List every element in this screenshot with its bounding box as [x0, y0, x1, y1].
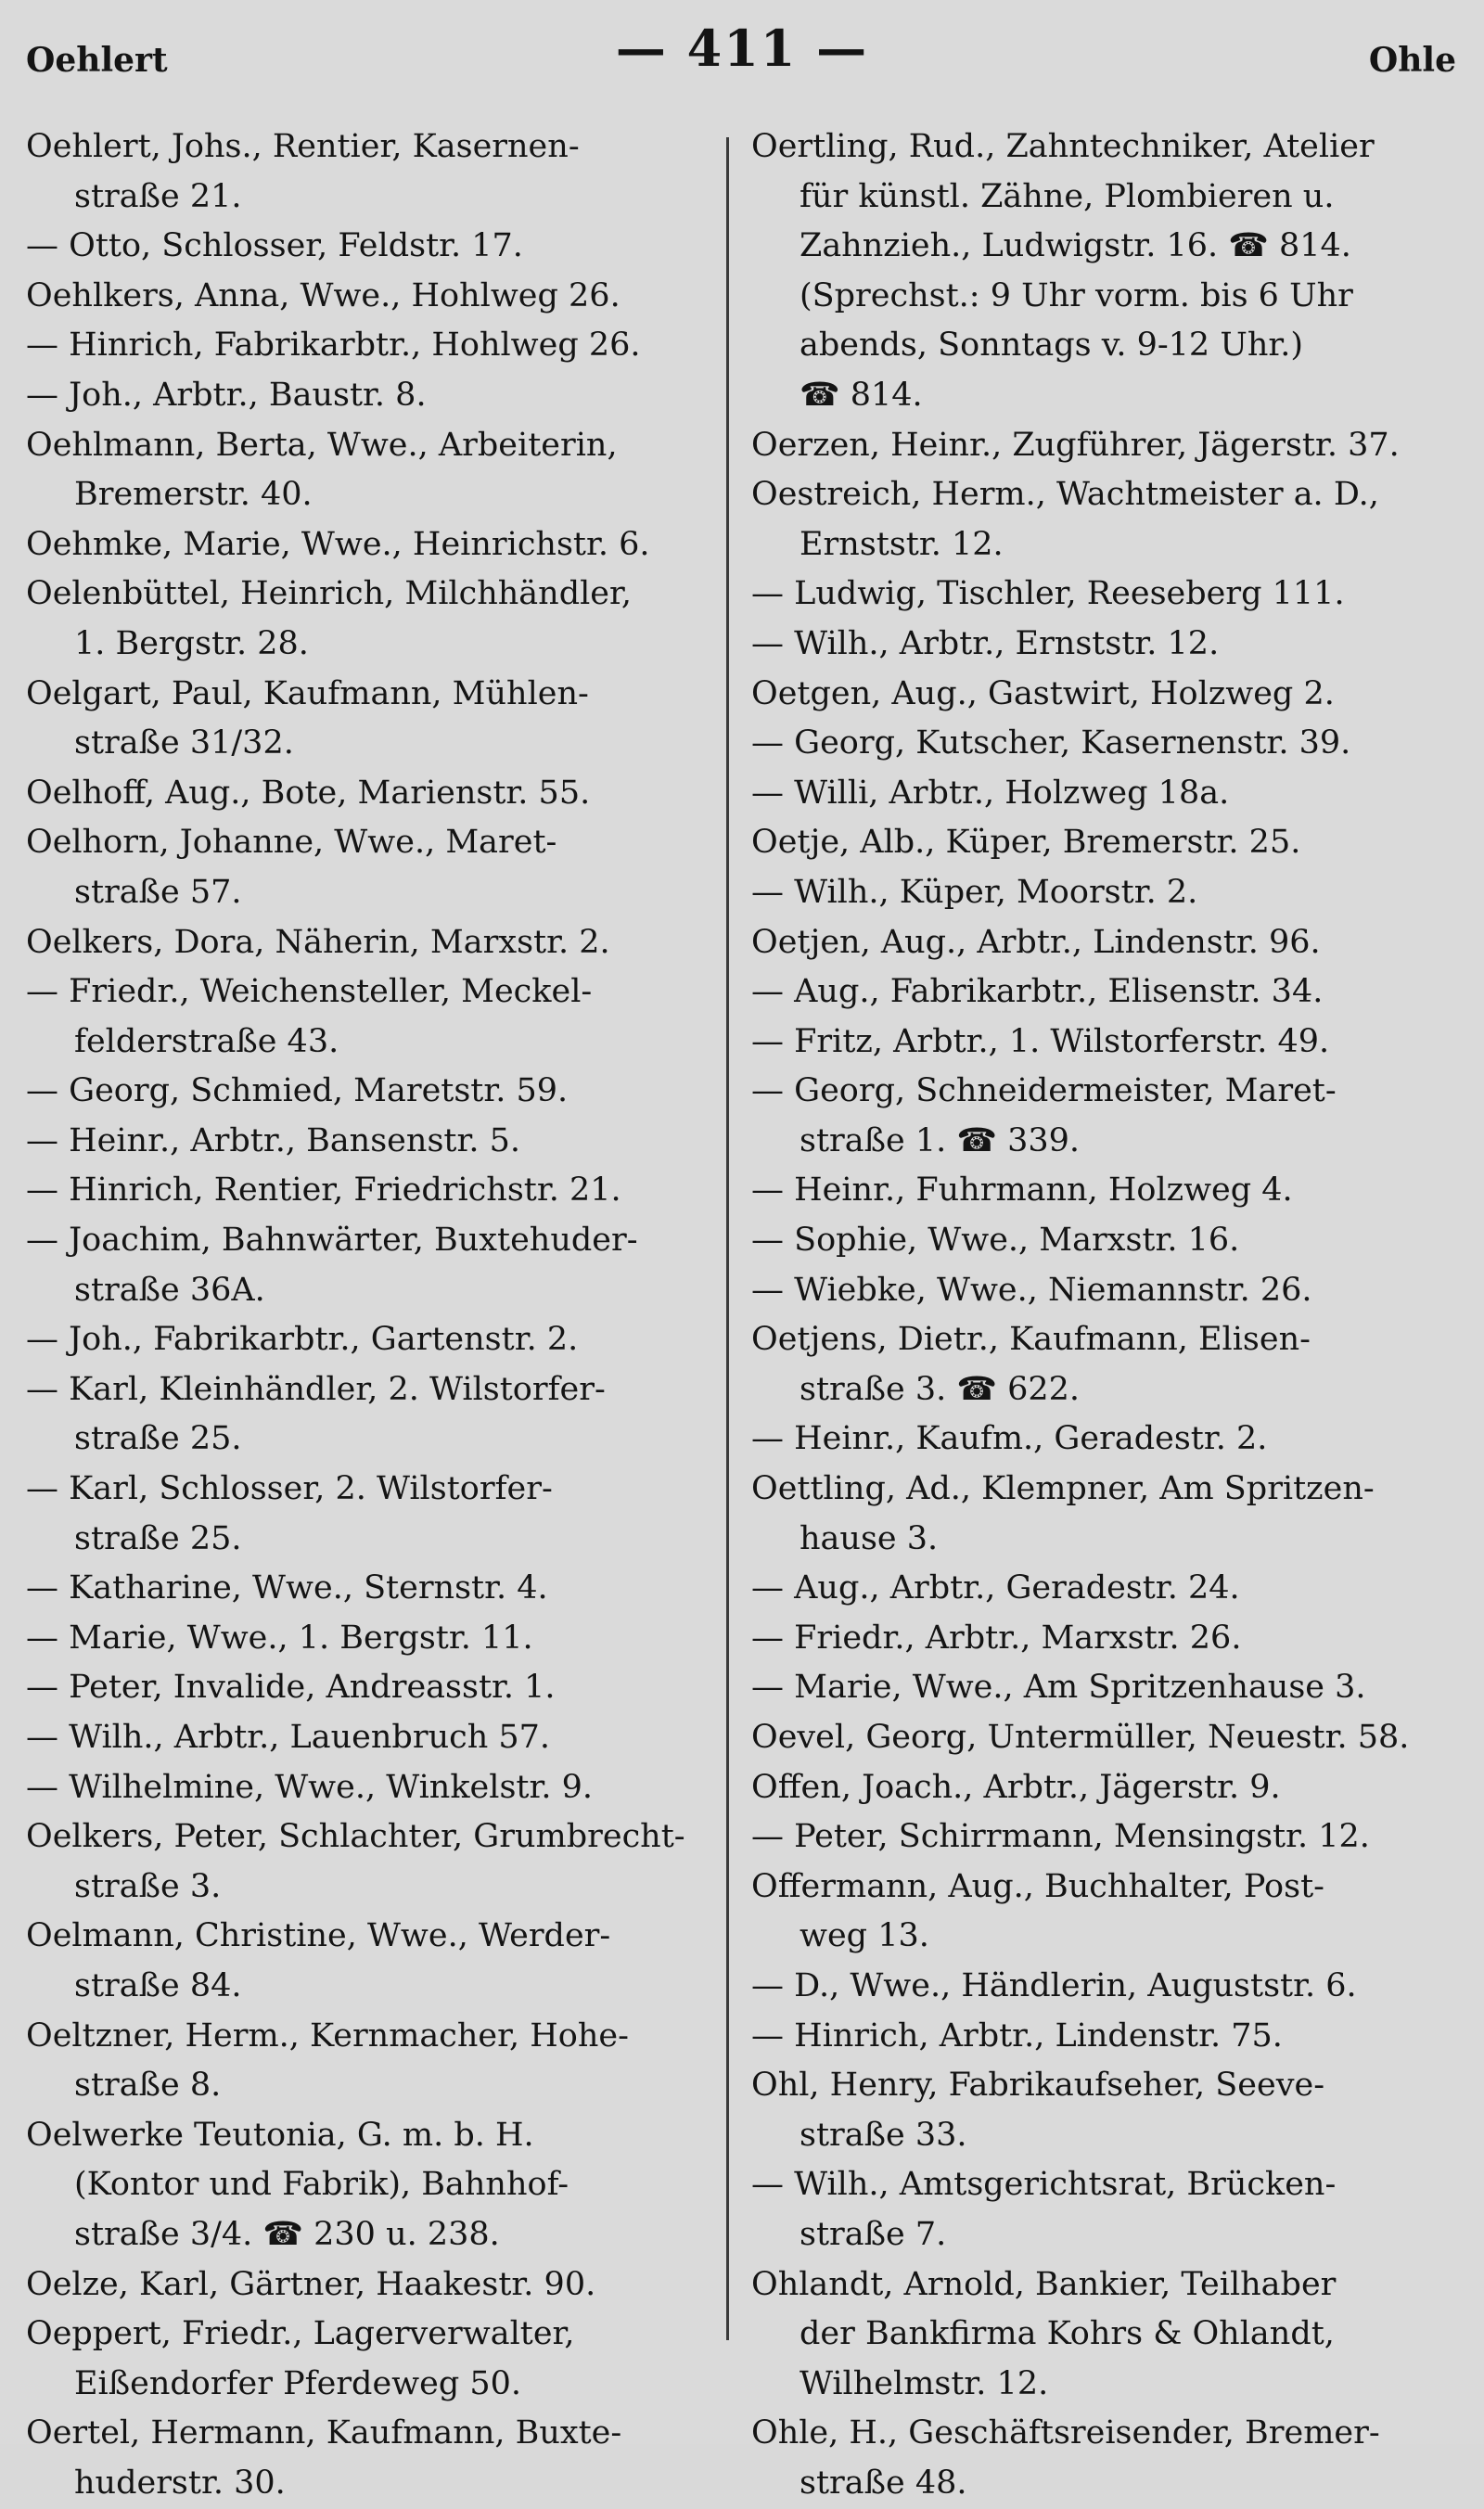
entry-line: Oelwerke Teutonia, G. m. b. H. — [26, 2116, 534, 2154]
entry-line: — Willi, Arbtr., Holzweg 18a. — [751, 774, 1230, 812]
directory-entry — [26, 371, 712, 421]
directory-entry — [751, 1663, 1461, 1713]
entry-line: — Wiebke, Wwe., Niemannstr. 26. — [751, 1271, 1312, 1309]
directory-entry — [26, 1365, 712, 1465]
entry-line: Oehlert, Johs., Rentier, Kasernen- — [26, 128, 580, 165]
entry-continuation-line: felderstraße 43. — [74, 1022, 339, 1060]
entry-continuation-line: straße 8. — [74, 2067, 222, 2105]
entry-line: — Marie, Wwe., Am Spritzenhause 3. — [751, 1669, 1366, 1707]
entry-continuation-line: Ernststr. 12. — [800, 525, 1004, 563]
entry-continuation-line: straße 48. — [800, 2464, 967, 2502]
directory-entry — [751, 918, 1461, 968]
directory-entry — [26, 321, 712, 371]
entry-line: Oeltzner, Herm., Kernmacher, Hohe- — [26, 2016, 629, 2055]
entry-continuation-line: abends, Sonntags v. 9-12 Uhr.) — [800, 326, 1304, 365]
directory-entry — [26, 1465, 712, 1564]
entry-line: — Katharine, Wwe., Sternstr. 4. — [26, 1569, 548, 1607]
entry-line: Ohle, H., Geschäftsreisender, Bremer- — [751, 2414, 1380, 2452]
directory-entry — [751, 967, 1461, 1018]
entry-line: Oelze, Karl, Gärtner, Haakestr. 90. — [26, 2265, 596, 2303]
directory-entry — [26, 122, 712, 222]
entry-line: — Georg, Schneidermeister, Maret- — [751, 1072, 1337, 1110]
directory-entry — [26, 1315, 712, 1365]
page-number: — 411 — — [615, 19, 869, 78]
running-head-right: Ohle — [1368, 41, 1456, 80]
directory-entry — [751, 1018, 1461, 1068]
directory-entry — [751, 1266, 1461, 1316]
entry-line: — Marie, Wwe., 1. Bergstr. 11. — [26, 1619, 533, 1657]
directory-entry — [751, 421, 1461, 471]
directory-entry — [26, 1663, 712, 1713]
directory-entry — [751, 470, 1461, 570]
directory-entry — [751, 1962, 1461, 2012]
directory-entry — [26, 1067, 712, 1117]
entry-continuation-line: straße 3. ☎ 622. — [800, 1370, 1081, 1408]
directory-entry — [26, 967, 712, 1067]
entry-continuation-line: weg 13. — [800, 1917, 929, 1955]
entry-line: — Georg, Kutscher, Kasernenstr. 39. — [751, 724, 1351, 762]
directory-entry — [751, 670, 1461, 720]
directory-entry — [751, 1614, 1461, 1664]
entry-line: — Wilhelmine, Wwe., Winkelstr. 9. — [26, 1768, 593, 1806]
directory-entry — [26, 918, 712, 968]
entry-line: — Aug., Arbtr., Geradestr. 24. — [751, 1569, 1240, 1607]
directory-entry — [751, 1763, 1461, 1813]
entry-continuation-line: straße 57. — [74, 873, 242, 911]
entry-line: — Peter, Schirrmann, Mensingstr. 12. — [751, 1818, 1370, 1856]
entry-line: — Fritz, Arbtr., 1. Wilstorferstr. 49. — [751, 1022, 1330, 1060]
directory-entry — [751, 1465, 1461, 1564]
entry-continuation-line: Zahnzieh., Ludwigstr. 16. ☎ 814. — [800, 227, 1351, 265]
directory-entry — [26, 818, 712, 917]
entry-continuation-line: straße 7. — [800, 2215, 947, 2253]
running-head-left: Oehlert — [26, 41, 168, 80]
entry-continuation-line: straße 3. — [74, 1867, 222, 1905]
entry-continuation-line: (Sprechst.: 9 Uhr vorm. bis 6 Uhr — [800, 276, 1353, 314]
entry-line: Oelkers, Dora, Näherin, Marxstr. 2. — [26, 923, 610, 961]
entry-continuation-line: hause 3. — [800, 1519, 939, 1557]
right-column — [751, 122, 1461, 2509]
entry-line: — Friedr., Arbtr., Marxstr. 26. — [751, 1619, 1242, 1657]
directory-entry — [26, 1117, 712, 1167]
directory-entry — [26, 520, 712, 570]
directory-entry — [751, 769, 1461, 819]
entry-line: — Karl, Schlosser, 2. Wilstorfer- — [26, 1470, 553, 1508]
entry-line: Oettling, Ad., Klempner, Am Spritzen- — [751, 1470, 1375, 1508]
entry-line: Oelgart, Paul, Kaufmann, Mühlen- — [26, 674, 589, 712]
directory-entry — [26, 272, 712, 322]
entry-continuation-line: straße 31/32. — [74, 724, 294, 762]
entry-continuation-line: Wilhelmstr. 12. — [800, 2364, 1049, 2402]
entry-line: — Georg, Schmied, Maretstr. 59. — [26, 1072, 569, 1110]
directory-entry — [26, 670, 712, 769]
entry-continuation-line: Bremerstr. 40. — [74, 476, 313, 514]
entry-continuation-line: huderstr. 30. — [74, 2464, 286, 2502]
entry-line: Oeppert, Friedr., Lagerverwalter, — [26, 2315, 575, 2353]
entry-line: Offen, Joach., Arbtr., Jägerstr. 9. — [751, 1768, 1281, 1806]
entry-line: Oetjen, Aug., Arbtr., Lindenstr. 96. — [751, 923, 1321, 961]
entry-line: — Karl, Kleinhändler, 2. Wilstorfer- — [26, 1370, 606, 1408]
page-header — [0, 17, 1484, 91]
entry-line: — D., Wwe., Händlerin, Auguststr. 6. — [751, 1966, 1357, 2004]
entry-continuation-line: 1. Bergstr. 28. — [74, 624, 309, 662]
directory-entry — [751, 1812, 1461, 1863]
directory-entry — [751, 1564, 1461, 1614]
directory-entry — [751, 868, 1461, 918]
entry-continuation-line: straße 25. — [74, 1420, 242, 1458]
entry-continuation-line: straße 33. — [800, 2116, 967, 2154]
directory-entry — [26, 421, 712, 520]
directory-entry — [751, 1067, 1461, 1166]
entry-line: Offermann, Aug., Buchhalter, Post- — [751, 1867, 1324, 1905]
entry-line: — Joachim, Bahnwärter, Buxtehuder- — [26, 1222, 638, 1260]
entry-line: Oertel, Hermann, Kaufmann, Buxte- — [26, 2414, 622, 2452]
entry-line: — Joh., Arbtr., Baustr. 8. — [26, 376, 427, 414]
directory-entry — [26, 2012, 712, 2111]
directory-entry — [26, 1812, 712, 1912]
entry-continuation-line: straße 36A. — [74, 1271, 265, 1309]
entry-line: Oelenbüttel, Heinrich, Milchhändler, — [26, 575, 633, 613]
directory-entry — [751, 2409, 1461, 2508]
directory-entry — [26, 2310, 712, 2409]
directory-entry — [751, 2012, 1461, 2062]
entry-continuation-line: Eißendorfer Pferdeweg 50. — [74, 2364, 522, 2402]
entry-line: Oelkers, Peter, Schlachter, Grumbrecht- — [26, 1818, 685, 1856]
entry-line: — Wilh., Amtsgerichtsrat, Brücken- — [751, 2166, 1337, 2204]
entry-line: — Aug., Fabrikarbtr., Elisenstr. 34. — [751, 973, 1324, 1011]
entry-line: — Hinrich, Fabrikarbtr., Hohlweg 26. — [26, 326, 641, 365]
directory-entry — [26, 570, 712, 669]
entry-line: — Hinrich, Rentier, Friedrichstr. 21. — [26, 1171, 621, 1210]
directory-entry — [751, 1315, 1461, 1415]
directory-entry — [751, 1415, 1461, 1465]
directory-entry — [751, 1863, 1461, 1962]
directory-entry — [751, 620, 1461, 670]
entry-line: — Otto, Schlosser, Feldstr. 17. — [26, 227, 523, 265]
entry-line: — Wilh., Arbtr., Lauenbruch 57. — [26, 1719, 551, 1756]
directory-entry — [26, 1763, 712, 1813]
column-divider — [726, 137, 729, 2340]
directory-entry — [751, 1166, 1461, 1216]
directory-entry — [26, 1713, 712, 1763]
entry-continuation-line: straße 84. — [74, 1966, 242, 2004]
entry-line: — Sophie, Wwe., Marxstr. 16. — [751, 1222, 1240, 1260]
entry-line: Oertling, Rud., Zahntechniker, Atelier — [751, 128, 1375, 165]
directory-entry — [751, 1713, 1461, 1763]
directory-entry — [26, 1912, 712, 2011]
directory-entry — [751, 122, 1461, 421]
directory-entry — [751, 2160, 1461, 2259]
entry-line: Oelhorn, Johanne, Wwe., Maret- — [26, 824, 557, 862]
directory-entry — [751, 2061, 1461, 2160]
entry-line: Ohl, Henry, Fabrikaufseher, Seeve- — [751, 2067, 1325, 2105]
entry-line: — Heinr., Kaufm., Geradestr. 2. — [751, 1420, 1268, 1458]
directory-entry — [26, 1166, 712, 1216]
entry-line: — Hinrich, Arbtr., Lindenstr. 75. — [751, 2016, 1283, 2055]
entry-continuation-line: der Bankfirma Kohrs & Ohlandt, — [800, 2315, 1335, 2353]
directory-entry — [26, 1614, 712, 1664]
entry-continuation-line: für künstl. Zähne, Plombieren u. — [800, 177, 1335, 215]
entry-line: Ohlandt, Arnold, Bankier, Teilhaber — [751, 2265, 1337, 2303]
entry-continuation-line: straße 1. ☎ 339. — [800, 1121, 1081, 1159]
left-column — [26, 122, 712, 2509]
directory-entry — [26, 1564, 712, 1614]
entry-line: — Joh., Fabrikarbtr., Gartenstr. 2. — [26, 1321, 579, 1359]
directory-entry — [26, 769, 712, 819]
entry-continuation-line: (Kontor und Fabrik), Bahnhof- — [74, 2166, 569, 2204]
entry-line: Oetje, Alb., Küper, Bremerstr. 25. — [751, 824, 1301, 862]
entry-line: — Wilh., Arbtr., Ernststr. 12. — [751, 624, 1220, 662]
entry-line: Oetgen, Aug., Gastwirt, Holzweg 2. — [751, 674, 1335, 712]
entry-line: — Peter, Invalide, Andreasstr. 1. — [26, 1669, 556, 1707]
entry-line: Oehlmann, Berta, Wwe., Arbeiterin, — [26, 426, 618, 464]
entry-line: Oestreich, Herm., Wachtmeister a. D., — [751, 476, 1379, 514]
entry-line: — Friedr., Weichensteller, Meckel- — [26, 973, 593, 1011]
entry-line: Oevel, Georg, Untermüller, Neuestr. 58. — [751, 1719, 1410, 1756]
directory-entry — [26, 222, 712, 272]
entry-line: Oetjens, Dietr., Kaufmann, Elisen- — [751, 1321, 1311, 1359]
entry-line: — Heinr., Fuhrmann, Holzweg 4. — [751, 1171, 1293, 1210]
entry-continuation-line: ☎ 814. — [800, 376, 923, 414]
directory-entry — [751, 719, 1461, 769]
directory-entry — [26, 2409, 712, 2508]
entry-line: — Heinr., Arbtr., Bansenstr. 5. — [26, 1121, 520, 1159]
directory-entry — [751, 1216, 1461, 1266]
entry-continuation-line: straße 25. — [74, 1519, 242, 1557]
entry-continuation-line: straße 21. — [74, 177, 242, 215]
directory-entry — [26, 2111, 712, 2260]
entry-line: Oelmann, Christine, Wwe., Werder- — [26, 1917, 611, 1955]
entry-line: Oelhoff, Aug., Bote, Marienstr. 55. — [26, 774, 591, 812]
entry-line: Oehmke, Marie, Wwe., Heinrichstr. 6. — [26, 525, 650, 563]
directory-entry — [26, 2260, 712, 2311]
directory-entry — [26, 1216, 712, 1315]
directory-entry — [751, 2260, 1461, 2410]
entry-line: — Ludwig, Tischler, Reeseberg 111. — [751, 575, 1345, 613]
entry-line: Oehlkers, Anna, Wwe., Hohlweg 26. — [26, 276, 620, 314]
entry-line: Oerzen, Heinr., Zugführer, Jägerstr. 37. — [751, 426, 1400, 464]
entry-line: — Wilh., Küper, Moorstr. 2. — [751, 873, 1198, 911]
entry-continuation-line: straße 3/4. ☎ 230 u. 238. — [74, 2215, 500, 2253]
directory-entry — [751, 570, 1461, 620]
directory-entry — [751, 818, 1461, 868]
